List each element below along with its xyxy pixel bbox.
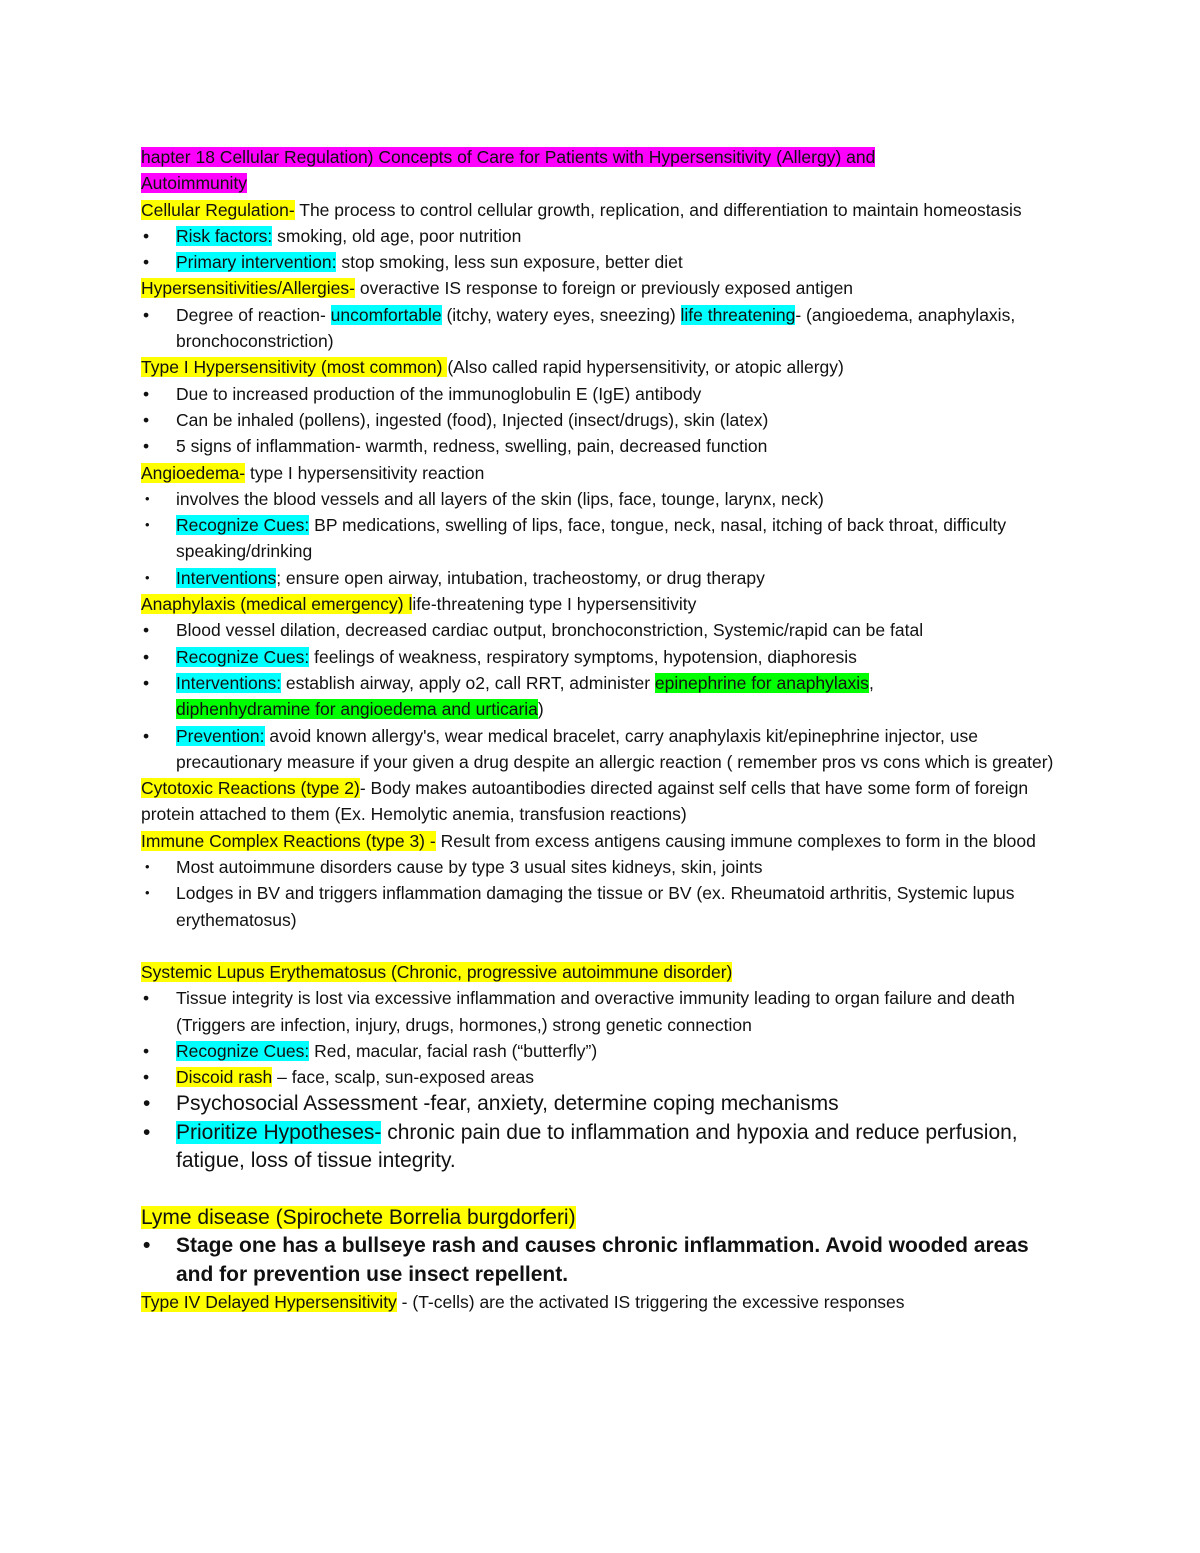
- type-1-paragraph: [141, 354, 1060, 380]
- cytotoxic-paragraph: [141, 775, 1060, 828]
- list-item-type-3-sites: • Most autoimmune disorders cause by type 3 usual sites kidneys, skin, joints: [141, 854, 1060, 880]
- uncomfortable-label: uncomfortable: [330, 304, 442, 325]
- list-item-signs-of-inflammation: • 5 signs of inflammation- warmth, redness, swelling, pain, decreased function: [141, 433, 1060, 459]
- type-1-definition: (Also called rapid hypersensitivity, or atopic allergy): [447, 357, 844, 378]
- sle-heading: [141, 959, 1060, 985]
- anaphylaxis-interventions-text: establish airway, apply o2, call RRT, administer: [281, 672, 655, 693]
- list-item-anaphylaxis-interventions: [141, 670, 1060, 723]
- hypersensitivities-definition: overactive IS response to foreign or previously exposed antigen: [354, 278, 854, 299]
- anaphylaxis-cues-text: feelings of weakness, respiratory symptoms, hypotension, diaphoresis: [309, 646, 857, 667]
- list-item-degree-of-reaction: [141, 302, 1060, 355]
- list-item-anaphylaxis-cues: [141, 644, 1060, 670]
- list-item-angioedema-interventions: [141, 565, 1060, 591]
- page-title: [141, 144, 1060, 197]
- type-1-term: Type I Hypersensitivity (most common): [141, 357, 448, 378]
- angioedema-paragraph: [141, 460, 1060, 486]
- hypersensitivities-paragraph: [141, 275, 1060, 301]
- epinephrine-highlight: epinephrine for anaphylaxis: [654, 672, 869, 693]
- list-item-routes: • Can be inhaled (pollens), ingested (food), Injected (insect/drugs), skin (latex): [141, 407, 1060, 433]
- list-item-ige: • Due to increased production of the immunoglobulin E (IgE) antibody: [141, 381, 1060, 407]
- title-line-1: hapter 18 Cellular Regulation) Concepts of Care for Patients with Hypersensitivity (Allergy) and: [141, 147, 876, 167]
- prioritize-label: Prioritize Hypotheses-: [176, 1120, 382, 1144]
- anaphylaxis-definition: ife-threatening type I hypersensitivity: [412, 594, 697, 615]
- risk-factors-text: smoking, old age, poor nutrition: [272, 225, 522, 246]
- angioedema-cues-label: Recognize Cues:: [176, 515, 310, 536]
- sle-term: Systemic Lupus Erythematosus (Chronic, progressive autoimmune disorder): [141, 961, 733, 982]
- type-4-term: Type IV Delayed Hypersensitivity: [141, 1292, 397, 1313]
- interventions-comma: ,: [868, 672, 874, 693]
- cytotoxic-definition: - Body makes autoantibodies directed against self cells that have some form of foreign protein attached to them (Ex. Hemolytic anemia, transfusion reactions): [141, 778, 1029, 825]
- degree-prefix: Degree of reaction-: [176, 304, 331, 325]
- list-item-angioedema-cues: [141, 512, 1060, 565]
- degree-middle: (itchy, watery eyes, sneezing): [441, 304, 681, 325]
- list-item-anaphylaxis-prevention: [141, 723, 1060, 776]
- cellular-regulation-paragraph: [141, 197, 1060, 223]
- cellular-regulation-definition: The process to control cellular growth, replication, and differentiation to maintain homeostasis: [294, 199, 1022, 220]
- list-item-angioedema-involvement: • involves the blood vessels and all layers of the skin (lips, face, tounge, larynx, neck): [141, 486, 1060, 512]
- immune-complex-definition: Result from excess antigens causing immune complexes to form in the blood: [435, 830, 1036, 851]
- immune-complex-paragraph: [141, 828, 1060, 854]
- list-item-sle-cues: [141, 1038, 1060, 1064]
- primary-intervention-text: stop smoking, less sun exposure, better diet: [336, 252, 683, 273]
- angioedema-definition: type I hypersensitivity reaction: [245, 462, 485, 483]
- life-threatening-label: life threatening: [680, 304, 796, 325]
- hypersensitivities-term: Hypersensitivities/Allergies-: [141, 278, 355, 299]
- list-item-prioritize-hypotheses: [141, 1119, 1060, 1176]
- list-item-psychosocial: • Psychosocial Assessment -fear, anxiety, determine coping mechanisms: [141, 1090, 1060, 1119]
- type-4-definition: - (T-cells) are the activated IS triggering the excessive responses: [396, 1292, 905, 1313]
- angioedema-interventions-label: Interventions: [176, 567, 277, 588]
- angioedema-cues-text: BP medications, swelling of lips, face, tongue, neck, nasal, itching of back throat, difficulty speaking/drinking: [176, 515, 1007, 562]
- discoid-rash-label: Discoid rash: [176, 1067, 273, 1088]
- primary-intervention-label: Primary intervention:: [176, 252, 337, 273]
- degree-suffix: - (angioedema, anaphylaxis, bronchoconstriction): [176, 304, 1016, 352]
- cellular-regulation-term: Cellular Regulation-: [141, 199, 295, 220]
- discoid-rash-text: – face, scalp, sun-exposed areas: [272, 1067, 534, 1088]
- immune-complex-term: Immune Complex Reactions (type 3) -: [141, 830, 436, 851]
- anaphylaxis-cues-label: Recognize Cues:: [176, 646, 310, 667]
- risk-factors-label: Risk factors:: [176, 225, 273, 246]
- list-item-primary-intervention: [141, 249, 1060, 275]
- list-item-discoid-rash: [141, 1064, 1060, 1090]
- list-item-lyme-stage-one: • Stage one has a bullseye rash and causes chronic inflammation. Avoid wooded areas and for prevention use insect repellent.: [141, 1232, 1060, 1289]
- title-line-2: Autoimmunity: [141, 173, 248, 194]
- sle-cues-label: Recognize Cues:: [176, 1040, 310, 1061]
- list-item-type-3-lodges: • Lodges in BV and triggers inflammation damaging the tissue or BV (ex. Rheumatoid arthritis, Systemic lupus erythematosus): [141, 880, 1060, 933]
- sle-cues-text: Red, macular, facial rash (“butterfly”): [309, 1040, 598, 1061]
- angioedema-interventions-text: ; ensure open airway, intubation, tracheostomy, or drug therapy: [276, 567, 765, 588]
- lyme-term: Lyme disease (Spirochete Borrelia burgdorferi): [141, 1205, 576, 1229]
- anaphylaxis-paragraph: [141, 591, 1060, 617]
- interventions-close: ): [537, 699, 544, 720]
- prioritize-text: chronic pain due to inflammation and hypoxia and reduce perfusion, fatigue, loss of tissue integrity.: [176, 1120, 1018, 1173]
- list-item-sle-tissue: • Tissue integrity is lost via excessive inflammation and overactive immunity leading to organ failure and death (Triggers are infection, injury, drugs, hormones,) strong genetic connection: [141, 985, 1060, 1038]
- angioedema-term: Angioedema-: [141, 462, 246, 483]
- anaphylaxis-term: Anaphylaxis (medical emergency) l: [141, 594, 413, 615]
- prevention-label: Prevention:: [176, 725, 265, 746]
- diphenhydramine-highlight: diphenhydramine for angioedema and urticaria: [176, 699, 538, 720]
- list-item-risk-factors: [141, 223, 1060, 249]
- cytotoxic-term: Cytotoxic Reactions (type 2): [141, 778, 360, 799]
- list-item-anaphylaxis-effects: • Blood vessel dilation, decreased cardiac output, bronchoconstriction, Systemic/rapid can be fatal: [141, 617, 1060, 643]
- anaphylaxis-interventions-label: Interventions:: [176, 672, 282, 693]
- type-4-paragraph: [141, 1289, 1060, 1315]
- lyme-heading: [141, 1204, 1060, 1233]
- prevention-text: avoid known allergy's, wear medical bracelet, carry anaphylaxis kit/epinephrine injector, use precautionary measure if your given a drug despite an allergic reaction ( remember pros vs cons which is greater): [176, 725, 1054, 772]
